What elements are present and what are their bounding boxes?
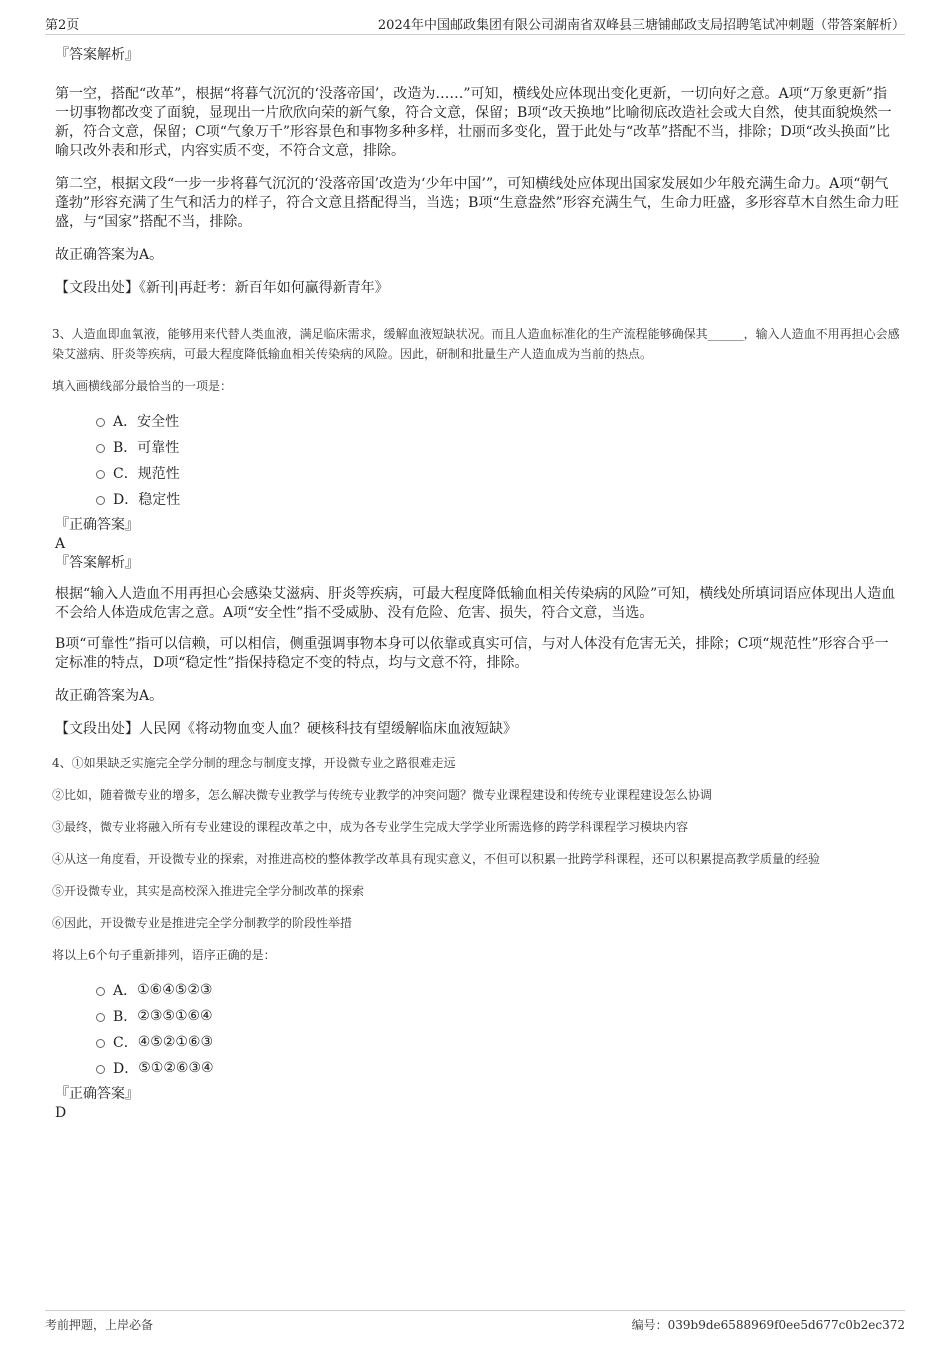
q3-option-b[interactable] — [96, 434, 900, 460]
page-header — [45, 14, 905, 35]
q3-option-d[interactable] — [96, 486, 900, 512]
option-label: D． — [113, 1061, 139, 1077]
q4-answer: D — [55, 1105, 67, 1121]
q3-conclusion: 故正确答案为A。 — [55, 688, 164, 704]
q2-analysis-p1: 第一空，搭配“改革”，根据“将暮气沉沉的‘没落帝国’，改造为……”可知，横线处应体现出变化更新，一切向好之意。A项“万象更新”指一切事物都改变了面貌，显现出一片欣欣向荣的新气象，符合文意，保留；B项“改天换地”比喻彻底改造社会或大自然，使其面貌焕然一新，符合文意，保留；C项“气象万千”形容景色和事物多种多样，壮丽而多变化，置于此处与“改革”搭配不当，排除；D项“改头换面”比喻只改外表和形式，内容实质不变，不符合文意，排除。 — [55, 86, 892, 159]
q4-prompt: 将以上6个句子重新排列，语序正确的是： — [52, 948, 276, 962]
q2-analysis-label: 『答案解析』 — [55, 47, 139, 63]
page-footer — [45, 1310, 905, 1333]
option-text: ⑤①②⑥③④ — [138, 1060, 214, 1076]
q3-prompt: 填入画横线部分最恰当的一项是： — [52, 379, 233, 393]
q3-option-c[interactable] — [96, 460, 900, 486]
q4-sentence-2: ②比如，随着微专业的增多，怎么解决微专业教学与传统专业教学的冲突问题？微专业课程建设和传统专业课程建设怎么协调 — [52, 788, 713, 802]
q3-source: 【文段出处】人民网《将动物血变人血？硬核科技有望缓解临床血液短缺》 — [55, 721, 517, 737]
option-text: 安全性 — [137, 414, 180, 430]
option-label: B． — [113, 1009, 138, 1025]
option-label: C． — [113, 466, 138, 482]
footer-slogan: 考前押题，上岸必备 — [45, 1318, 154, 1332]
q4-option-a[interactable] — [96, 977, 900, 1003]
q3-analysis-p1: 根据“输入人造血不用再担心会感染艾滋病、肝炎等疾病，可最大程度降低输血相关传染病的风险”可知，横线处所填词语应体现出人造血不会给人体造成危害之意。A项“安全性”指不受威胁、没有危险、危害、损失，符合文意，当选。 — [55, 586, 896, 621]
q4-option-d[interactable] — [96, 1055, 900, 1081]
option-label: B． — [113, 440, 138, 456]
option-label: C． — [113, 1035, 138, 1051]
radio-icon[interactable] — [96, 444, 105, 453]
q3-analysis-p2: B项“可靠性”指可以信赖，可以相信，侧重强调事物本身可以依靠或真实可信，与对人体没有危害无关，排除；C项“规范性”形容合乎一定标准的特点，D项“稳定性”指保持稳定不变的特点，均与文意不符，排除。 — [55, 636, 889, 671]
radio-icon[interactable] — [96, 1039, 105, 1048]
option-text: 规范性 — [137, 466, 180, 482]
radio-icon[interactable] — [96, 1013, 105, 1022]
page-number: 第2页 — [45, 18, 80, 33]
document-code: 编号：039b9de6588969f0ee5d677c0b2ec372 — [631, 1318, 905, 1332]
q2-analysis-p2: 第二空，根据文段“一步一步将暮气沉沉的‘没落帝国’改造为‘少年中国’”，可知横线处应体现出国家发展如少年般充满生命力。A项“朝气蓬勃”形容充满了生气和活力的样子，符合文意且搭配得当，当选；B项“生意盎然”形容充满生气，生命力旺盛，多形容草木自然生命力旺盛，与“国家”搭配不当，排除。 — [55, 176, 899, 230]
q4-sentence-4: ④从这一角度看，开设微专业的探索，对推进高校的整体教学改革具有现实意义，不但可以积累一批跨学科课程，还可以积累提高教学质量的经验 — [52, 852, 821, 866]
option-label: D． — [113, 492, 139, 508]
option-text: 稳定性 — [138, 492, 181, 508]
option-text: ②③⑤①⑥④ — [137, 1008, 213, 1024]
option-text: ①⑥④⑤②③ — [137, 982, 213, 998]
q3-stem: 3、人造血即血氧液，能够用来代替人类血液，满足临床需求，缓解血液短缺状况。而且人造血标准化的生产流程能够确保其______，输入人造血不用再担心会感染艾滋病、肝炎等疾病，可最大程度降低输血相关传染病的风险。因此，研制和批量生产人造血成为当前的热点。 — [52, 327, 900, 361]
q2-conclusion: 故正确答案为A。 — [55, 247, 164, 263]
option-text: 可靠性 — [137, 440, 180, 456]
q3-answer: A — [55, 536, 66, 552]
q4-sentence-6: ⑥因此，开设微专业是推进完全学分制教学的阶段性举措 — [52, 916, 353, 930]
radio-icon[interactable] — [96, 987, 105, 996]
radio-icon[interactable] — [96, 418, 105, 427]
q4-option-c[interactable] — [96, 1029, 900, 1055]
q4-sentence-1: 4、①如果缺乏实施完全学分制的理念与制度支撑，开设微专业之路很难走远 — [52, 756, 456, 770]
q4-option-b[interactable] — [96, 1003, 900, 1029]
option-label: A． — [113, 983, 138, 999]
option-label: A． — [113, 414, 138, 430]
q4-options — [55, 977, 900, 1081]
q2-source: 【文段出处】《新刊|再赶考：新百年如何赢得新青年》 — [55, 280, 389, 296]
q3-option-a[interactable] — [96, 408, 900, 434]
q3-answer-label: 『正确答案』 — [55, 517, 139, 533]
radio-icon[interactable] — [96, 496, 105, 505]
q3-analysis-label: 『答案解析』 — [55, 555, 139, 571]
document-body — [52, 42, 900, 1123]
radio-icon[interactable] — [96, 470, 105, 479]
document-title: 2024年中国邮政集团有限公司湖南省双峰县三塘铺邮政支局招聘笔试冲刺题（带答案解析） — [377, 18, 905, 33]
option-text: ④⑤②①⑥③ — [137, 1034, 214, 1050]
radio-icon[interactable] — [96, 1065, 105, 1074]
q4-sentence-3: ③最终，微专业将融入所有专业建设的课程改革之中，成为各专业学生完成大学学业所需选修的跨学科课程学习模块内容 — [52, 820, 689, 834]
q4-answer-label: 『正确答案』 — [55, 1086, 139, 1102]
q3-options — [55, 408, 900, 512]
q4-sentence-5: ⑤开设微专业，其实是高校深入推进完全学分制改革的探索 — [52, 884, 365, 898]
